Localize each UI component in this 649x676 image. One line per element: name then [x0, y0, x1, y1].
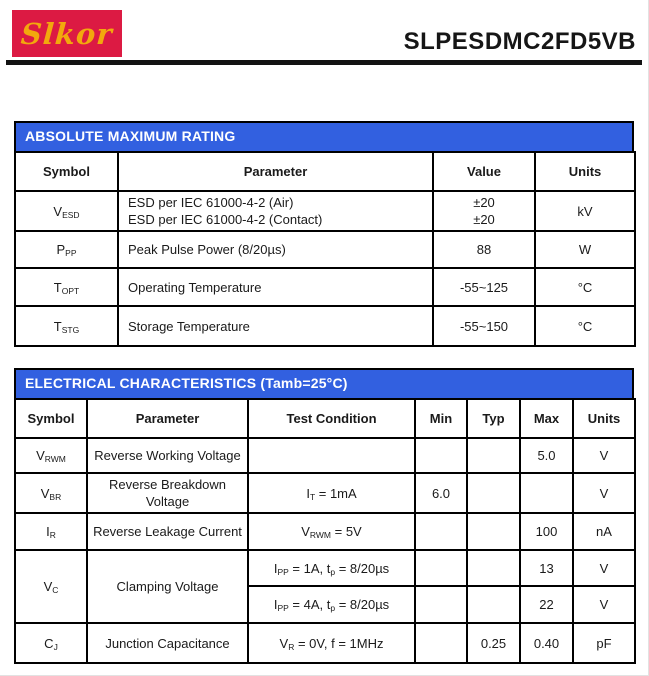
symbol-cell: $V_C$: [15, 550, 87, 623]
units-cell: V: [573, 550, 635, 586]
parameter-cell: Reverse Working Voltage: [87, 438, 248, 473]
column-header-parameter: Parameter: [87, 399, 248, 438]
absolute-maximum-rating-section: [14, 121, 634, 347]
column-header-units: Units: [535, 152, 635, 191]
min-cell: [415, 623, 467, 663]
symbol-cell: $P_{PP}$: [15, 231, 118, 268]
symbol-cell: $V_{ESD}$: [15, 191, 118, 231]
max-cell: 22: [520, 586, 573, 623]
logo-text: Slkor: [19, 16, 115, 51]
symbol-cell: $V_{RWM}$: [15, 438, 87, 473]
parameter-cell: Operating Temperature: [118, 268, 433, 306]
units-cell: V: [573, 438, 635, 473]
units-cell: pF: [573, 623, 635, 663]
slkor-logo: [12, 10, 122, 57]
units-cell: °C: [535, 306, 635, 346]
typ-cell: [467, 473, 520, 513]
part-number-title: SLPESDMC2FD5VB: [403, 28, 636, 55]
min-cell: [415, 438, 467, 473]
parameter-cell: Reverse Breakdown Voltage: [87, 473, 248, 513]
electrical-characteristics-table: [14, 398, 636, 664]
min-cell: 6.0: [415, 473, 467, 513]
typ-cell: 0.25: [467, 623, 520, 663]
column-header-symbol: Symbol: [15, 399, 87, 438]
column-header-units: Units: [573, 399, 635, 438]
symbol-cell: $C_J$: [15, 623, 87, 663]
column-header-typ: Typ: [467, 399, 520, 438]
parameter-cell: Junction Capacitance: [87, 623, 248, 663]
electrical-characteristics-section: [14, 368, 634, 664]
symbol-cell: $T_{STG}$: [15, 306, 118, 346]
max-cell: [520, 473, 573, 513]
section-caption: ABSOLUTE MAXIMUM RATING: [14, 121, 634, 151]
test-condition-cell: [248, 438, 415, 473]
units-cell: nA: [573, 513, 635, 550]
units-cell: V: [573, 586, 635, 623]
table-row-tstg: [15, 306, 635, 346]
typ-cell: [467, 513, 520, 550]
parameter-cell: ESD per IEC 61000-4-2 (Air) ESD per IEC 61000-4-2 (Contact): [118, 191, 433, 231]
column-header-symbol: Symbol: [15, 152, 118, 191]
table-row-cj: [15, 623, 635, 663]
symbol-cell: $T_{OPT}$: [15, 268, 118, 306]
section-caption: ELECTRICAL CHARACTERISTICS (Tamb=25°C): [14, 368, 634, 398]
absolute-maximum-rating-table: [14, 151, 636, 347]
column-header-test-condition: Test Condition: [248, 399, 415, 438]
column-header-max: Max: [520, 399, 573, 438]
column-header-value: Value: [433, 152, 535, 191]
table-row-vc-1: [15, 550, 635, 586]
units-cell: V: [573, 473, 635, 513]
symbol-cell: $V_{BR}$: [15, 473, 87, 513]
typ-cell: [467, 550, 520, 586]
value-cell: 88: [433, 231, 535, 268]
table-row-ppp: [15, 231, 635, 268]
table-row-vrwm: [15, 438, 635, 473]
test-condition-cell: $I_{PP} = 1A$, $t_p = 8/20\mu s$: [248, 550, 415, 586]
symbol-cell: $I_R$: [15, 513, 87, 550]
table-row-vbr: [15, 473, 635, 513]
units-cell: W: [535, 231, 635, 268]
table-header-row: [15, 152, 635, 191]
column-header-parameter: Parameter: [118, 152, 433, 191]
table-header-row: [15, 399, 635, 438]
min-cell: [415, 586, 467, 623]
units-cell: °C: [535, 268, 635, 306]
parameter-cell: Peak Pulse Power (8/20µs): [118, 231, 433, 268]
max-cell: 13: [520, 550, 573, 586]
test-condition-cell: $I_T = 1mA$: [248, 473, 415, 513]
max-cell: 0.40: [520, 623, 573, 663]
parameter-cell: Clamping Voltage: [87, 550, 248, 623]
table-row-topt: [15, 268, 635, 306]
table-row-vesd: [15, 191, 635, 231]
max-cell: 5.0: [520, 438, 573, 473]
value-cell: -55~125: [433, 268, 535, 306]
table-row-ir: [15, 513, 635, 550]
test-condition-cell: $I_{PP} = 4A$, $t_p = 8/20\mu s$: [248, 586, 415, 623]
parameter-cell: Reverse Leakage Current: [87, 513, 248, 550]
units-cell: kV: [535, 191, 635, 231]
header-divider: [6, 60, 642, 65]
typ-cell: [467, 438, 520, 473]
typ-cell: [467, 586, 520, 623]
test-condition-cell: $V_{RWM} = 5V$: [248, 513, 415, 550]
value-cell: ±20 ±20: [433, 191, 535, 231]
parameter-cell: Storage Temperature: [118, 306, 433, 346]
min-cell: [415, 550, 467, 586]
test-condition-cell: $V_R = 0V$, f = 1MHz: [248, 623, 415, 663]
column-header-min: Min: [415, 399, 467, 438]
min-cell: [415, 513, 467, 550]
max-cell: 100: [520, 513, 573, 550]
value-cell: -55~150: [433, 306, 535, 346]
